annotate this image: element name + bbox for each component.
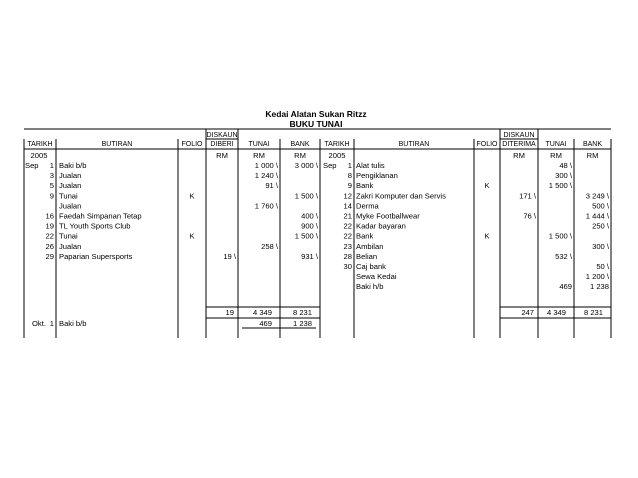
row-folio: K	[484, 181, 490, 191]
row-butiran: Alat tulis	[356, 161, 385, 170]
row-day: 12	[343, 191, 352, 201]
row-bank: 1 444 \	[585, 211, 609, 221]
row-bank: 1 238	[589, 282, 609, 292]
carried-month: Okt.	[32, 319, 46, 328]
row-tunai: 91 \	[265, 181, 278, 191]
year-cell: 2005	[30, 151, 48, 160]
row-day: 16	[45, 211, 54, 221]
row-butiran: Baki b/b	[59, 161, 87, 170]
row-month: Sep	[323, 161, 337, 170]
header-butiran: BUTIRAN	[398, 141, 430, 148]
row-butiran: Faedah Simpanan Tetap	[59, 211, 142, 221]
row-folio: K	[484, 231, 490, 241]
row-tunai: 1 000 \	[254, 161, 278, 170]
row-day: 30	[343, 262, 352, 271]
row-day: 19	[45, 221, 54, 231]
row-bank: 250 \	[592, 221, 609, 231]
row-bank: 300 \	[592, 241, 609, 251]
row-bank: 1 200 \	[585, 272, 609, 282]
total-tunai: 4 349	[546, 308, 566, 317]
row-day: 9	[347, 181, 352, 191]
total-bank: 8 231	[583, 308, 603, 317]
row-day: 3	[49, 171, 54, 181]
row-tunai: 300 \	[555, 171, 572, 181]
row-day: 14	[343, 201, 352, 211]
header-folio: FOLIO	[476, 141, 498, 148]
row-day: 5	[49, 181, 54, 191]
row-butiran: Sewa Kedai	[356, 272, 397, 282]
row-folio: K	[189, 191, 195, 201]
row-tunai: 1 500 \	[548, 231, 572, 241]
header-tunai: TUNAI	[545, 141, 567, 148]
row-butiran: Belian	[356, 251, 378, 261]
row-bank: 3 249 \	[585, 191, 609, 201]
header-diskaun-sub: DITERIMA	[502, 141, 536, 148]
row-bank: 1 500 \	[294, 231, 318, 241]
row-day: 21	[343, 211, 352, 221]
total-diskaun: 19	[225, 308, 234, 317]
row-tunai: 48 \	[559, 161, 572, 170]
row-day: 1	[347, 161, 352, 170]
header-butiran: BUTIRAN	[101, 141, 133, 148]
unit-diskaun: RM	[216, 151, 228, 160]
carried-tunai: 469	[259, 319, 272, 328]
carried-butiran: Baki b/b	[59, 319, 87, 328]
row-butiran: Tunai	[59, 191, 78, 201]
row-butiran: TL Youth Sports Club	[59, 221, 131, 231]
row-day: 22	[343, 231, 352, 241]
row-bank: 1 500 \	[294, 191, 318, 201]
total-bank: 8 231	[292, 308, 312, 317]
row-day: 28	[343, 251, 352, 261]
unit-tunai: RM	[550, 151, 562, 160]
unit-bank: RM	[294, 151, 306, 160]
row-butiran: Jualan	[59, 171, 82, 181]
row-diskaun: 76 \	[523, 211, 536, 221]
row-tunai: 1 760 \	[254, 201, 278, 211]
row-bank: 3 000 \	[294, 161, 318, 170]
header-diskaun: DISKAUN	[206, 132, 238, 139]
row-tunai: 258 \	[261, 241, 278, 251]
row-bank: 900 \	[301, 221, 318, 231]
row-butiran: Pengiklanan	[356, 171, 398, 181]
row-butiran: Jualan	[59, 201, 82, 211]
row-butiran: Bank	[356, 231, 374, 241]
header-diskaun: DISKAUN	[503, 132, 535, 139]
total-diskaun: 247	[521, 308, 534, 317]
row-butiran: Derma	[356, 201, 379, 211]
row-bank: 400 \	[301, 211, 318, 221]
row-month: Sep	[25, 161, 39, 170]
header-folio: FOLIO	[181, 141, 203, 148]
row-day: 1	[49, 161, 54, 170]
header-bank: BANK	[582, 141, 603, 148]
header-tarikh: TARIKH	[27, 141, 53, 148]
row-butiran: Caj bank	[356, 262, 386, 271]
row-butiran: Jualan	[59, 241, 82, 251]
header-tarikh: TARIKH	[324, 141, 350, 148]
year-cell: 2005	[328, 151, 346, 160]
row-diskaun: 19 \	[223, 251, 236, 261]
header-diskaun-sub: DIBERI	[210, 141, 234, 148]
row-day: 22	[343, 221, 352, 231]
row-butiran: Tunai	[59, 231, 78, 241]
carried-bank: 1 238	[292, 319, 312, 328]
row-butiran: Zakri Komputer dan Servis	[356, 191, 446, 201]
row-butiran: Paparian Supersports	[59, 251, 133, 261]
row-tunai: 1 500 \	[548, 181, 572, 191]
row-day: 29	[45, 251, 54, 261]
row-butiran: Myke Footballwear	[356, 211, 420, 221]
row-butiran: Ambilan	[356, 241, 384, 251]
unit-diskaun: RM	[513, 151, 525, 160]
row-day: 8	[347, 171, 352, 181]
row-butiran: Jualan	[59, 181, 82, 191]
row-day: 26	[45, 241, 54, 251]
total-tunai: 4 349	[252, 308, 272, 317]
row-bank: 931 \	[301, 251, 318, 261]
document-title: Kedai Alatan Sukan Ritzz	[265, 109, 367, 119]
row-tunai: 469	[559, 282, 572, 292]
row-day: 9	[49, 191, 54, 201]
row-folio: K	[189, 231, 195, 241]
row-diskaun: 171 \	[519, 191, 536, 201]
header-bank: BANK	[290, 141, 310, 148]
row-tunai: 532 \	[555, 251, 572, 261]
row-butiran: Baki h/b	[356, 282, 384, 292]
unit-tunai: RM	[253, 151, 265, 160]
row-bank: 500 \	[592, 201, 609, 211]
row-butiran: Bank	[356, 181, 374, 191]
unit-bank: RM	[586, 151, 599, 160]
row-day: 22	[45, 231, 54, 241]
row-butiran: Kadar bayaran	[356, 221, 406, 231]
header-tunai: TUNAI	[248, 141, 270, 148]
document-subtitle: BUKU TUNAI	[289, 119, 343, 129]
carried-day: 1	[49, 319, 54, 328]
row-day: 23	[343, 241, 352, 251]
row-bank: 50 \	[596, 262, 609, 271]
table-cells	[25, 132, 610, 328]
row-tunai: 1 240 \	[254, 171, 278, 181]
